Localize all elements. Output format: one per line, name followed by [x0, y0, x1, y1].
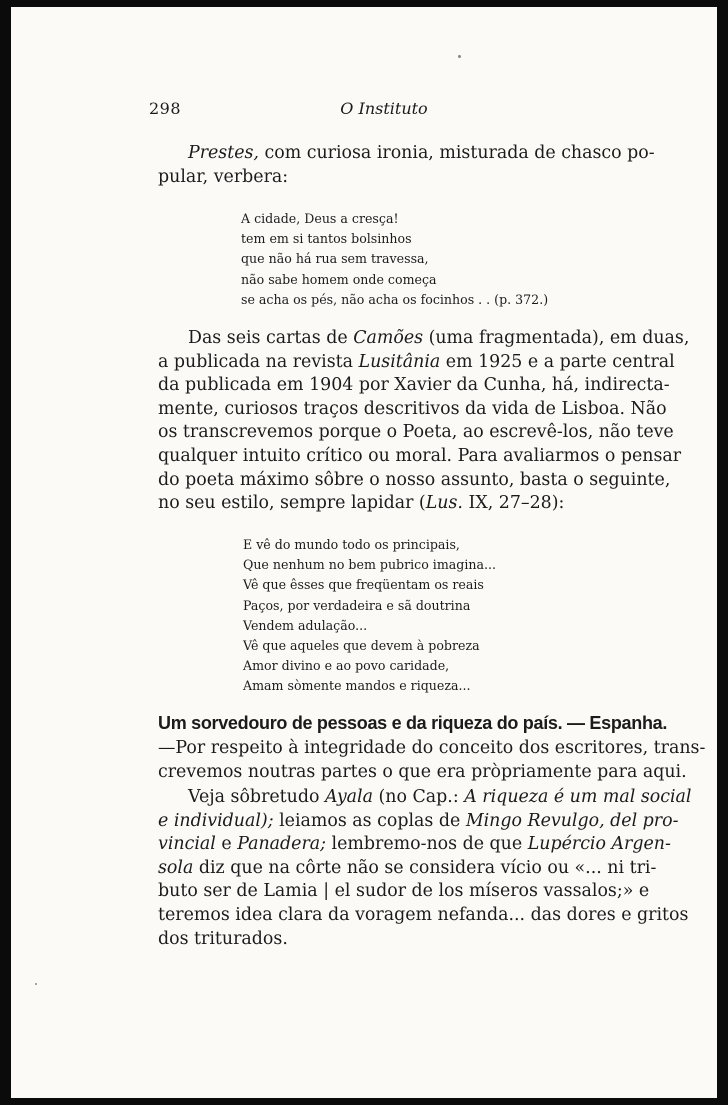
verse-line: se acha os pés, não acha os focinhos . . (p. 372.) [241, 291, 549, 307]
verse-line: que não há rua sem travessa, [241, 251, 429, 267]
verse-line: não sabe homem onde começa [241, 271, 437, 287]
verse-line: A cidade, Deus a cresça! [241, 211, 399, 226]
page-number: 298 [149, 99, 182, 118]
verse-block-prestes [241, 209, 548, 310]
page-header [11, 99, 717, 123]
verse-line: Vê que êsses que freqüentam os reais [243, 577, 484, 593]
verse-line: Amam sòmente mandos e riqueza... [243, 678, 471, 694]
book-page [11, 7, 717, 1098]
paragraph-respeito: —Por respeito à integridade do conceito dos escritores, trans- crevemos noutras partes o que era pròpriamente para aqui. [158, 738, 706, 782]
verse-line: Amor divino e ao povo caridade, [243, 658, 450, 674]
author-name: Prestes, [188, 143, 259, 163]
ink-speck [458, 55, 461, 58]
verse-line: E vê do mundo todo os principais, [243, 537, 460, 552]
paragraph-prestes: Prestes, com curiosa ironia, misturada de chasco po- pular, verbera: [158, 143, 655, 187]
paragraph-camoes: Das seis cartas de Camões (uma fragmentada), em duas, a publicada na revista Lusitânia em 1925 e a parte central da publicada em 1904 por Xavier da Cunha, há, indirecta- mente, curiosos traços descritivos da vida de Lisboa. Não os transcrevemos porque o Poeta, ao escrevê-los, não teve qualquer intuito crítico ou moral. Para avaliarmos o pensar do poeta máximo sôbre o nosso assunto, basta o seguinte, no seu estilo, sempre lapidar (Lus. IX, 27–28): [158, 328, 690, 514]
verse-line: Paços, por verdadeira e sã doutrina [243, 597, 471, 613]
section-heading: Um sorvedouro de pessoas e da riqueza do país. — Espanha. [158, 713, 668, 733]
verse-line: Vendem adulação... [243, 617, 368, 633]
verse-line: Que nenhum no bem pubrico imagina... [243, 557, 497, 573]
verse-line: Vê que aqueles que devem à pobreza [243, 637, 480, 653]
ink-speck [35, 983, 37, 985]
paragraph-ayala: Veja sôbretudo Ayala (no Cap.: A riqueza é um mal social e individual); leiamos as coplas de Mingo Revulgo, del pro- vincial e Panadera; lembremo-nos de que Lupércio Argen- sola diz que na côrte não se considera vício ou «... ni tri- buto ser de Lamia | el sudor de los míseros vassalos;» e teremos idea clara da voragem nefanda... das dores e gritos dos triturados. [158, 787, 692, 949]
verse-block-lusiadas [243, 535, 496, 697]
verse-line: tem em si tantos bolsinhos [241, 231, 412, 247]
running-title: O Instituto [340, 99, 428, 118]
